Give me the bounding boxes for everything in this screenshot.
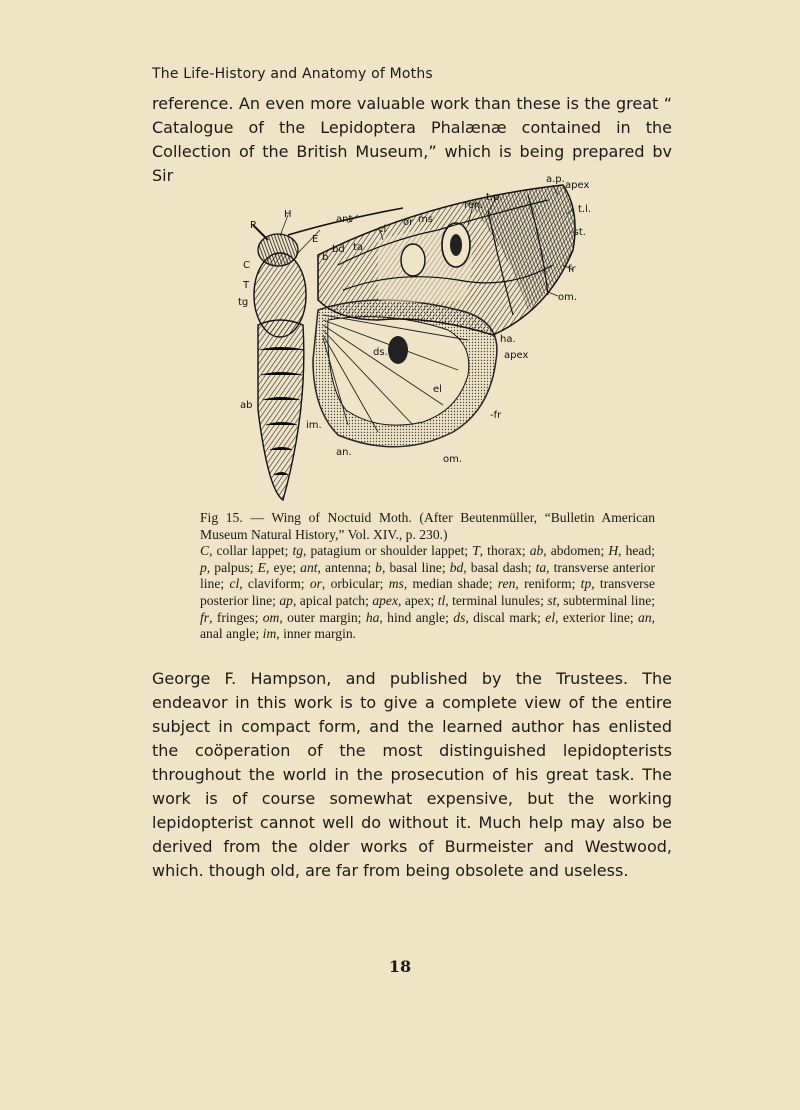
legend-abbr: ren	[497, 576, 516, 592]
legend-entry: ha, hind angle;	[365, 609, 454, 625]
legend-abbr: ab	[529, 543, 544, 559]
legend-abbr: tp	[580, 576, 592, 592]
legend-abbr: H	[608, 543, 619, 559]
legend-entry: an, anal angle;	[200, 609, 656, 642]
legend-term: reniform	[524, 576, 572, 592]
legend-term: basal line	[389, 559, 442, 575]
label-T: T	[243, 280, 250, 291]
label-im: im.	[306, 420, 322, 431]
legend-term: claviform	[247, 576, 301, 592]
legend-entry: T, thorax;	[472, 543, 530, 559]
legend-entry: or, orbicular;	[309, 576, 389, 592]
label-tp: t.p.	[486, 192, 503, 203]
label-tl: t.l.	[578, 204, 592, 215]
legend-term: antenna	[325, 559, 368, 575]
label-P: P	[250, 220, 257, 231]
legend-term: transverse posterior line	[200, 576, 656, 608]
label-C: C	[243, 260, 250, 271]
legend-entry: p, palpus;	[200, 559, 258, 575]
legend-abbr: ms	[388, 576, 404, 592]
legend-term: collar lappet	[216, 543, 285, 559]
label-om-hind: om.	[443, 454, 463, 465]
legend-abbr: ta	[535, 559, 547, 575]
legend-abbr: C	[200, 543, 210, 559]
legend-abbr: apex	[372, 592, 398, 608]
legend-abbr: T	[472, 543, 480, 559]
label-ab: ab	[240, 400, 253, 411]
legend-term: exterior line	[562, 609, 630, 625]
legend-abbr: p	[200, 559, 207, 575]
legend-term: orbicular	[330, 576, 380, 592]
legend-term: fringes	[216, 609, 255, 625]
legend-entry: st, subterminal line;	[547, 592, 656, 608]
orbicular-spot	[401, 244, 425, 276]
legend-term: head	[625, 543, 652, 559]
paragraph-top: reference. An even more valuable work than these is the great “ Catalogue of the Lepidoptera Phalænæ contained in the Collection of the British Museum,” which is being prepared bv Sir	[152, 94, 672, 185]
label-tg: tg	[238, 297, 249, 308]
label-apex: apex	[565, 180, 590, 191]
legend-entry: om, outer margin;	[262, 609, 366, 625]
legend-entry: tg, patagium or shoulder lappet;	[292, 543, 473, 559]
label-ren: ren.	[464, 200, 484, 211]
legend-entry: apex, apex;	[372, 592, 438, 608]
legend-abbr: ap	[279, 592, 293, 608]
legend-abbr: ds	[453, 609, 466, 625]
legend-abbr: st	[547, 592, 557, 608]
legend-term: palpus	[214, 559, 250, 575]
label-om: om.	[558, 292, 578, 303]
legend-entry: H, head;	[608, 543, 656, 559]
label-st: -st.	[570, 227, 586, 238]
legend-term: patagium or shoulder lappet	[310, 543, 465, 559]
legend-abbr: tg	[292, 543, 304, 559]
legend-term: hind angle	[387, 609, 446, 625]
moth-wing-figure	[228, 170, 608, 505]
legend-abbr: b	[375, 559, 382, 575]
legend-term: median shade	[412, 576, 489, 592]
caption-legend	[200, 543, 655, 641]
legend-entry: bd, basal dash;	[449, 559, 536, 575]
legend-term: thorax	[487, 543, 522, 559]
label-ant: ant	[336, 214, 353, 225]
legend-term: apical patch	[299, 592, 366, 608]
caption-head: Fig 15. — Wing of Noctuid Moth. (After Beutenmüller, “Bulletin American Museum Natural History,” Vol. XIV., p. 230.)	[200, 510, 655, 542]
page-number: 18	[388, 957, 412, 976]
label-ms: ms	[418, 214, 433, 225]
legend-term: outer margin	[287, 609, 358, 625]
figure-caption	[200, 510, 655, 643]
legend-entry: ds, discal mark;	[453, 609, 546, 625]
legend-term: anal angle	[200, 626, 256, 642]
label-H: H	[284, 209, 292, 220]
legend-entry: tl, terminal lunules;	[437, 592, 548, 608]
legend-entry: el, exterior line;	[545, 609, 639, 625]
label-an: an.	[336, 447, 352, 458]
legend-entry: b, basal line;	[375, 559, 450, 575]
label-apex-hind: apex	[504, 350, 529, 361]
label-b: b	[322, 252, 329, 263]
legend-abbr: an	[638, 609, 652, 625]
legend-entry: C, collar lappet;	[200, 543, 293, 559]
label-or: or	[403, 217, 414, 228]
legend-term: terminal lunules	[452, 592, 541, 608]
legend-abbr: tl	[437, 592, 446, 608]
paragraph-bottom: George F. Hampson, and published by the Trustees. The endeavor in this work is to give a complete view of the entire subject in compact form, and the learned author has enlisted the coöperation of the most distinguished lepidopterists throughout the world in the prosecution of his great task. The work is of course somewhat expensive, but the working lepidopterist cannot well do without it. Much help may also be derived from the older works of Burmeister and Westwood, which. though old, are far from being obsolete and useless.	[152, 669, 672, 880]
legend-abbr: el	[545, 609, 556, 625]
legend-term: apex	[404, 592, 431, 608]
legend-abbr: om	[262, 609, 280, 625]
legend-entry: E, eye;	[257, 559, 301, 575]
legend-entry: ren, reniform;	[497, 576, 581, 592]
moth-illustration	[228, 170, 608, 505]
legend-term: basal dash	[470, 559, 528, 575]
label-ap: a.p.	[546, 174, 565, 185]
legend-term: inner margin.	[283, 626, 357, 642]
label-fr-hind: -fr	[490, 410, 502, 421]
legend-entry: tp, transverse posterior line;	[200, 576, 656, 608]
label-ta: ta	[353, 242, 364, 253]
label-E: E	[312, 234, 319, 245]
legend-term: subterminal line	[563, 592, 652, 608]
legend-term: discal mark	[473, 609, 538, 625]
running-head: The Life-History and Anatomy of Moths	[152, 66, 433, 82]
label-ds: ds.	[373, 347, 388, 358]
legend-abbr: or	[309, 576, 322, 592]
legend-abbr: E	[257, 559, 266, 575]
legend-abbr: fr	[200, 609, 210, 625]
legend-entry: cl, claviform;	[229, 576, 310, 592]
label-bd: bd	[332, 244, 345, 255]
legend-abbr: im	[262, 626, 277, 642]
legend-term: abdomen	[550, 543, 601, 559]
legend-term: transverse anterior line	[200, 559, 656, 592]
legend-entry: ab, abdomen;	[529, 543, 609, 559]
legend-entry: ta, transverse anterior line;	[200, 559, 656, 592]
legend-abbr: ha	[365, 609, 380, 625]
label-el: el	[433, 384, 442, 395]
legend-abbr: cl	[229, 576, 240, 592]
legend-entry: ap, apical patch;	[279, 592, 373, 608]
label-fr: fr	[568, 264, 576, 275]
legend-abbr: bd	[449, 559, 464, 575]
legend-abbr: ant	[300, 559, 318, 575]
legend-entry: ms, median shade;	[388, 576, 498, 592]
discal-mark	[388, 336, 408, 364]
legend-entry: fr, fringes;	[200, 609, 263, 625]
label-ha: ha.	[500, 334, 516, 345]
label-cl: cl	[378, 224, 387, 235]
legend-entry: ant, antenna;	[300, 559, 376, 575]
legend-entry: im, inner margin.	[262, 626, 357, 642]
legend-term: eye	[273, 559, 293, 575]
